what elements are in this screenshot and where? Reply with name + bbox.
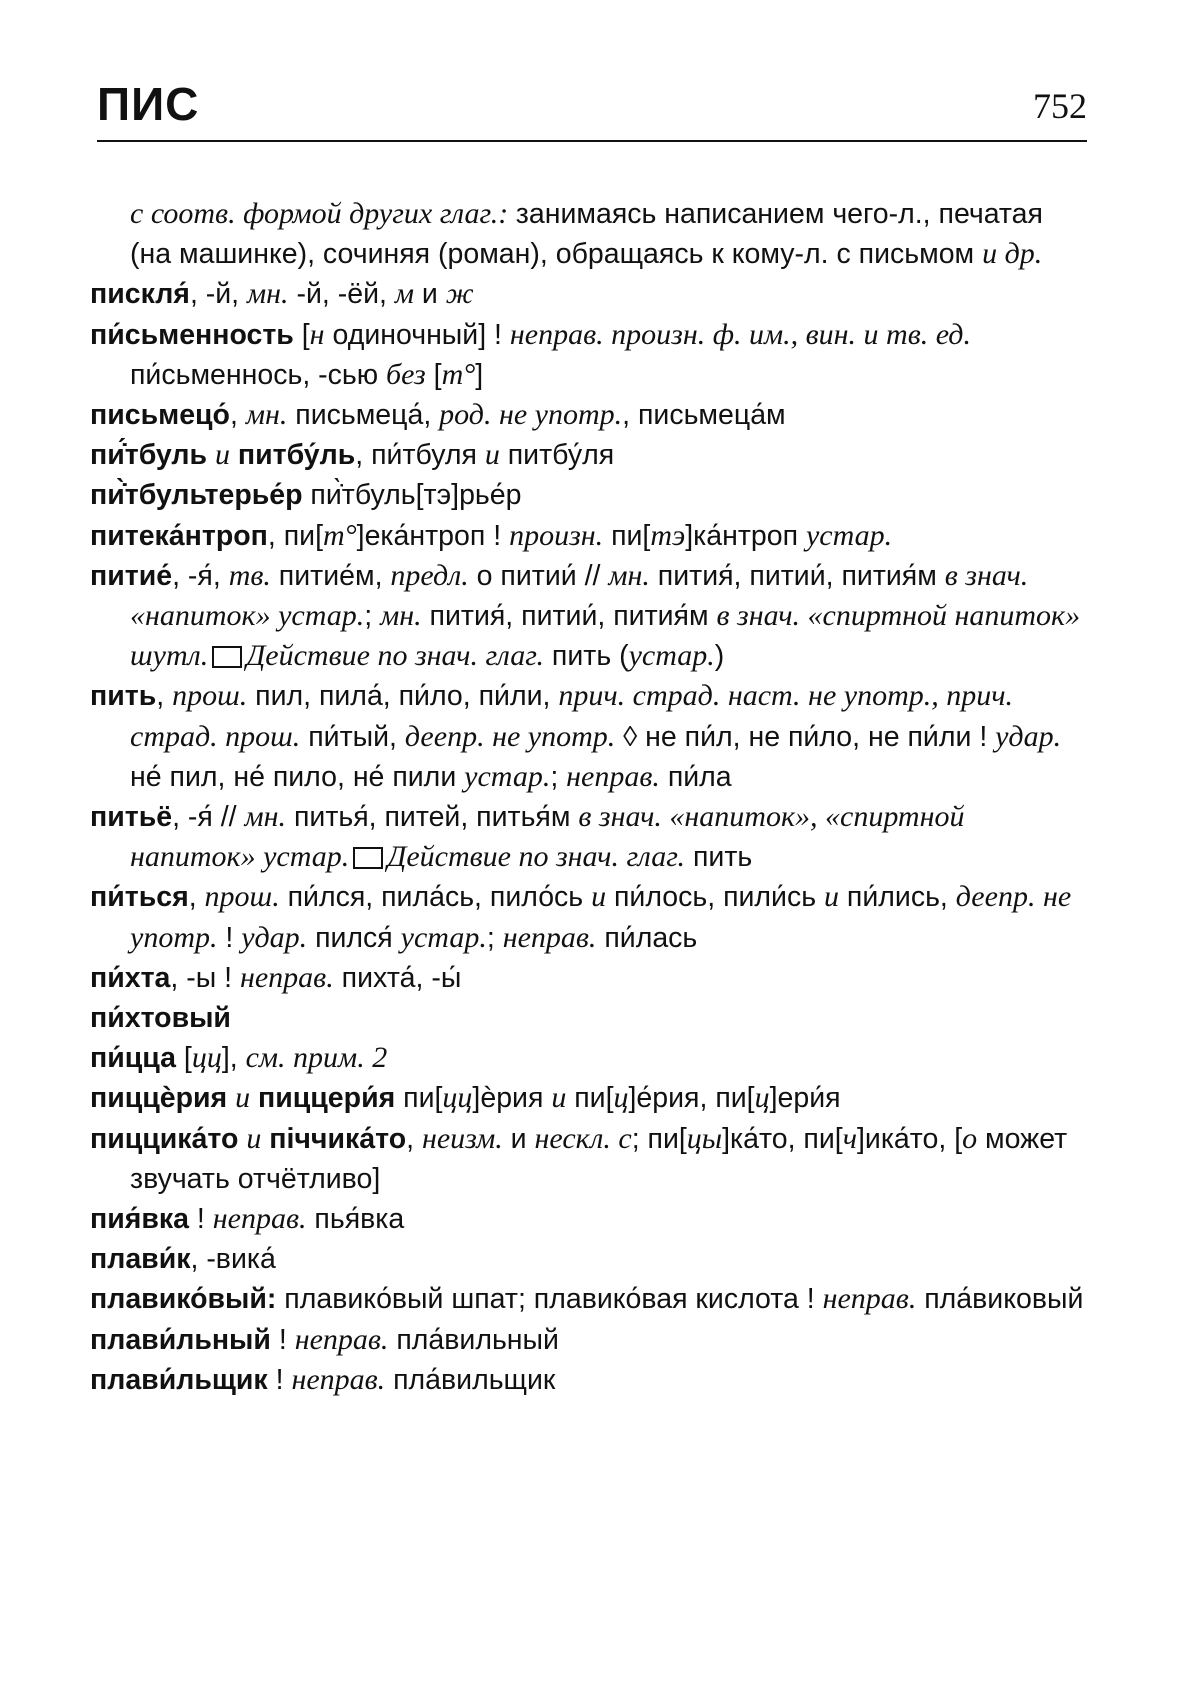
italic-label: и: [551, 1081, 567, 1115]
headword: питбу́ль: [237, 439, 356, 472]
entry-text: ,: [156, 680, 173, 713]
entry-text: и: [502, 1122, 535, 1155]
italic-label: неправ.: [212, 1202, 307, 1236]
entry-text: пи́лась: [596, 921, 698, 954]
headword: пискля́: [90, 278, 190, 311]
entry-text: пи́сьменнось, -сью: [130, 358, 387, 391]
entry-text: , пи́тбуля: [355, 439, 485, 472]
headword: пиццѐрия: [90, 1082, 228, 1115]
dictionary-entry: [90, 1038, 1087, 1078]
italic-label: и: [235, 1081, 251, 1115]
italic-label: ц: [754, 1081, 770, 1115]
dictionary-entry: [90, 435, 1087, 475]
italic-label: цы: [686, 1121, 723, 1155]
italic-label: ч: [842, 1121, 857, 1155]
italic-label: неизм.: [421, 1121, 503, 1155]
headword: пи́хтовый: [90, 1002, 231, 1035]
entry-text: пи́тый,: [300, 720, 405, 753]
italic-label: неправ.: [566, 759, 660, 793]
entry-text: пла́вильщик: [385, 1363, 556, 1396]
entry-text: письмеца́,: [287, 399, 440, 432]
entry-text: пить: [685, 841, 753, 874]
entry-text: пла́виковый: [916, 1283, 1084, 1316]
dictionary-entry: [90, 516, 1087, 556]
entry-text: пла́вильный: [388, 1323, 559, 1356]
headword: пи́ться: [90, 881, 189, 914]
entry-text: пи́лись,: [839, 881, 956, 914]
entry-text: пи́лось, пили́сь: [606, 881, 824, 914]
entry-text: ]ка́нтроп: [685, 519, 806, 552]
entry-text: !: [267, 1363, 292, 1396]
headword: плави́льщик: [90, 1363, 268, 1396]
dictionary-entry: [90, 797, 1087, 877]
italic-label: с соотв. формой других глаг.:: [130, 197, 516, 230]
entry-text: ,: [188, 881, 205, 914]
entry-text: пить (: [544, 640, 629, 673]
italic-label: удар.: [241, 920, 308, 954]
entry-text: ;: [364, 600, 381, 633]
entry-text: пи[: [603, 519, 651, 552]
headword: письмецо́: [90, 399, 230, 432]
entry-text: , -я́ //: [172, 801, 245, 834]
headword: плавико́вый:: [90, 1283, 277, 1316]
italic-label: нескл. с: [534, 1121, 632, 1155]
headword: піччика́то: [269, 1122, 407, 1155]
italic-label: ж: [445, 277, 474, 311]
entry-text: питие́м,: [270, 559, 391, 592]
entry-text: [: [425, 358, 442, 391]
entry-text: ]ика́то, [: [857, 1122, 963, 1155]
entry-text: [: [293, 318, 310, 351]
square-symbol-icon: [212, 646, 242, 668]
headword: плави́к: [90, 1243, 191, 1276]
headword: питека́нтроп: [90, 519, 268, 552]
entry-text: ]: [475, 358, 484, 391]
entry-text: , пи[: [267, 519, 323, 552]
page-number: 752: [1033, 86, 1087, 126]
italic-label: неправ.: [239, 960, 334, 994]
dictionary-entry: [90, 1078, 1087, 1118]
entry-text: пи̇̀тбуль[тэ]рье́р: [302, 479, 522, 512]
dictionary-entry: [90, 676, 1087, 797]
entry-text: , -ы !: [170, 961, 240, 994]
entry-text: о питии́ //: [468, 559, 609, 592]
entry-text: пи[: [395, 1082, 443, 1115]
entry-text: ]ѐрия: [472, 1082, 552, 1115]
italic-label: род. не употр.: [439, 398, 623, 432]
entry-text: пья́вка: [306, 1203, 405, 1236]
headword: питьё: [90, 801, 173, 834]
page-header: [97, 78, 1087, 136]
entry-text: ): [714, 640, 725, 673]
entry-text: пихта́, -ы́: [333, 961, 462, 994]
italic-label: неправ.: [502, 920, 597, 954]
headword: пиццика́то: [90, 1122, 239, 1155]
entry-text: ]е́рия, пи[: [628, 1082, 755, 1115]
italic-label: мн.: [245, 398, 288, 432]
headword: плави́льный: [90, 1323, 271, 1356]
entry-text: пи́ла: [659, 760, 732, 793]
entry-text: пития́, питии́, пития́м: [421, 600, 717, 633]
dictionary-entry: [90, 315, 1087, 395]
entry-text: , -й,: [189, 278, 248, 311]
entry-text: ,: [229, 399, 246, 432]
italic-label: мн.: [608, 558, 650, 592]
dictionary-entry: [90, 475, 1087, 515]
dictionary-entry: [90, 877, 1087, 957]
headword: пиццери́я: [258, 1082, 396, 1115]
entry-text: ],: [221, 1042, 246, 1075]
italic-label: в знач. «спиртной напиток» шутл.: [130, 599, 1081, 673]
entry-text: плавико́вый шпат; плавико́вая кислота !: [276, 1283, 823, 1316]
italic-label: и: [214, 438, 230, 472]
entry-text: -й, -ёй,: [288, 278, 395, 311]
italic-label: деепр. не употр.: [130, 880, 1072, 954]
entry-text: , -я́,: [172, 559, 229, 592]
italic-label: в знач. «напиток» устар.: [130, 558, 1029, 633]
entry-text: !: [217, 921, 242, 954]
entry-text: , -вика́: [190, 1243, 276, 1276]
entry-text: [230, 439, 238, 471]
italic-label: деепр. не употр.: [404, 719, 616, 753]
italic-label: н: [309, 317, 325, 351]
italic-label: устар.: [400, 920, 487, 954]
headword: пи́цца: [90, 1042, 176, 1075]
headword: пия́вка: [90, 1203, 189, 1236]
entry-text: пи[: [566, 1082, 614, 1115]
italic-label: устар.: [464, 759, 551, 793]
entry-continuation: [90, 194, 1087, 274]
entry-text: не́ пил, не́ пило, не́ пили: [130, 760, 465, 793]
italic-label: Действие по знач. глаг.: [246, 639, 545, 673]
italic-label: прош.: [172, 679, 248, 713]
entry-text: пития́, питии́, пития́м: [649, 559, 945, 592]
italic-label: т°: [322, 518, 357, 552]
italic-label: и: [484, 438, 500, 472]
italic-label: произн.: [509, 518, 604, 552]
entry-text: пил, пила́, пи́ло, пи́ли,: [247, 680, 559, 713]
italic-label: неправ. произн. ф. им., вин. и тв. ед.: [509, 317, 971, 351]
entry-text: питья́, питей, питья́м: [286, 801, 579, 834]
italic-label: без: [386, 357, 426, 391]
dictionary-entry: [90, 1199, 1087, 1239]
entry-text: ;: [486, 921, 503, 954]
italic-label: предл.: [390, 558, 469, 592]
entry-text: пился́: [307, 921, 401, 954]
italic-label: мн.: [247, 277, 289, 311]
entry-text: ]ка́то, пи[: [722, 1122, 843, 1155]
dictionary-entry: [90, 958, 1087, 998]
italic-label: мн.: [380, 599, 422, 633]
italic-label: в знач. «напиток», «спиртной напиток» устар.: [130, 800, 965, 874]
italic-label: и др.: [982, 237, 1043, 271]
entry-text: ;: [550, 760, 567, 793]
italic-label: тэ: [650, 518, 686, 552]
italic-label: см. прим. 2: [245, 1041, 388, 1075]
italic-label: прич. страд. наст. не употр., прич. страд. прош.: [130, 679, 1014, 753]
italic-label: ц: [613, 1081, 629, 1115]
square-symbol-icon: [353, 847, 383, 869]
entry-text: может звучать отчётливо]: [130, 1122, 1068, 1195]
headword: пи̇́тбуль: [90, 439, 208, 472]
italic-label: цц: [442, 1081, 473, 1115]
entry-text: !: [189, 1203, 213, 1236]
dictionary-entry: [90, 1360, 1087, 1400]
italic-label: устар.: [805, 518, 893, 552]
headword: пить: [90, 680, 157, 713]
entry-text: , письмеца́м: [622, 399, 786, 432]
entry-text: ◊ не пи́л, не пи́ло, не пи́ли !: [615, 720, 996, 753]
dictionary-entry: [90, 998, 1087, 1038]
running-head: ПИС: [97, 78, 200, 130]
italic-label: неправ.: [294, 1322, 389, 1356]
header-rule: [97, 140, 1087, 142]
entry-text: ,: [406, 1122, 422, 1155]
entry-text: ; пи[: [631, 1122, 687, 1155]
dictionary-entry: [90, 1239, 1087, 1279]
entry-text: одиночный] !: [324, 318, 510, 351]
entry-text: ]ери́я: [769, 1082, 841, 1115]
headword: пи́хта: [90, 961, 171, 994]
dictionary-entry: [90, 1119, 1087, 1199]
headword: питие́: [90, 559, 173, 592]
entry-text: питбу́ля: [499, 439, 615, 472]
italic-label: и: [824, 880, 839, 914]
dictionary-entry: [90, 556, 1087, 677]
headword: пи́сьменность: [90, 318, 294, 351]
dictionary-entry: [90, 1320, 1087, 1360]
italic-label: и: [246, 1121, 262, 1155]
dictionary-entry: [90, 395, 1087, 435]
italic-label: о: [962, 1121, 978, 1155]
entry-text: [: [175, 1042, 192, 1075]
headword: пи̇̀тбультерье́р: [90, 479, 303, 512]
italic-label: неправ.: [291, 1362, 386, 1396]
entry-text: занимаясь написанием чего-л., печатая (на машинке), сочиняя (роман), обращаясь к кому-л. с письмом: [130, 198, 1043, 271]
italic-label: и: [591, 880, 607, 914]
entry-text: [250, 1082, 258, 1114]
entry-text: [207, 439, 215, 471]
italic-label: удар.: [995, 719, 1062, 753]
entry-text: пи́лся, пила́сь, пило́сь: [279, 881, 592, 914]
italic-label: прош.: [204, 880, 280, 914]
entry-text: [227, 1082, 235, 1114]
entry-text: и: [413, 278, 446, 311]
italic-label: неправ.: [822, 1282, 917, 1316]
italic-label: Действие по знач. глаг.: [387, 840, 686, 874]
entry-list: [90, 194, 1087, 1400]
italic-label: цц: [191, 1041, 222, 1075]
italic-label: т°: [441, 357, 476, 391]
italic-label: м: [394, 277, 414, 311]
entry-text: !: [270, 1323, 295, 1356]
dictionary-entry: [90, 1279, 1087, 1319]
italic-label: устар.: [628, 639, 715, 673]
dictionary-entry: [90, 274, 1087, 314]
italic-label: тв.: [228, 558, 271, 592]
italic-label: мн.: [244, 800, 287, 834]
entry-text: ]ека́нтроп !: [356, 519, 510, 552]
